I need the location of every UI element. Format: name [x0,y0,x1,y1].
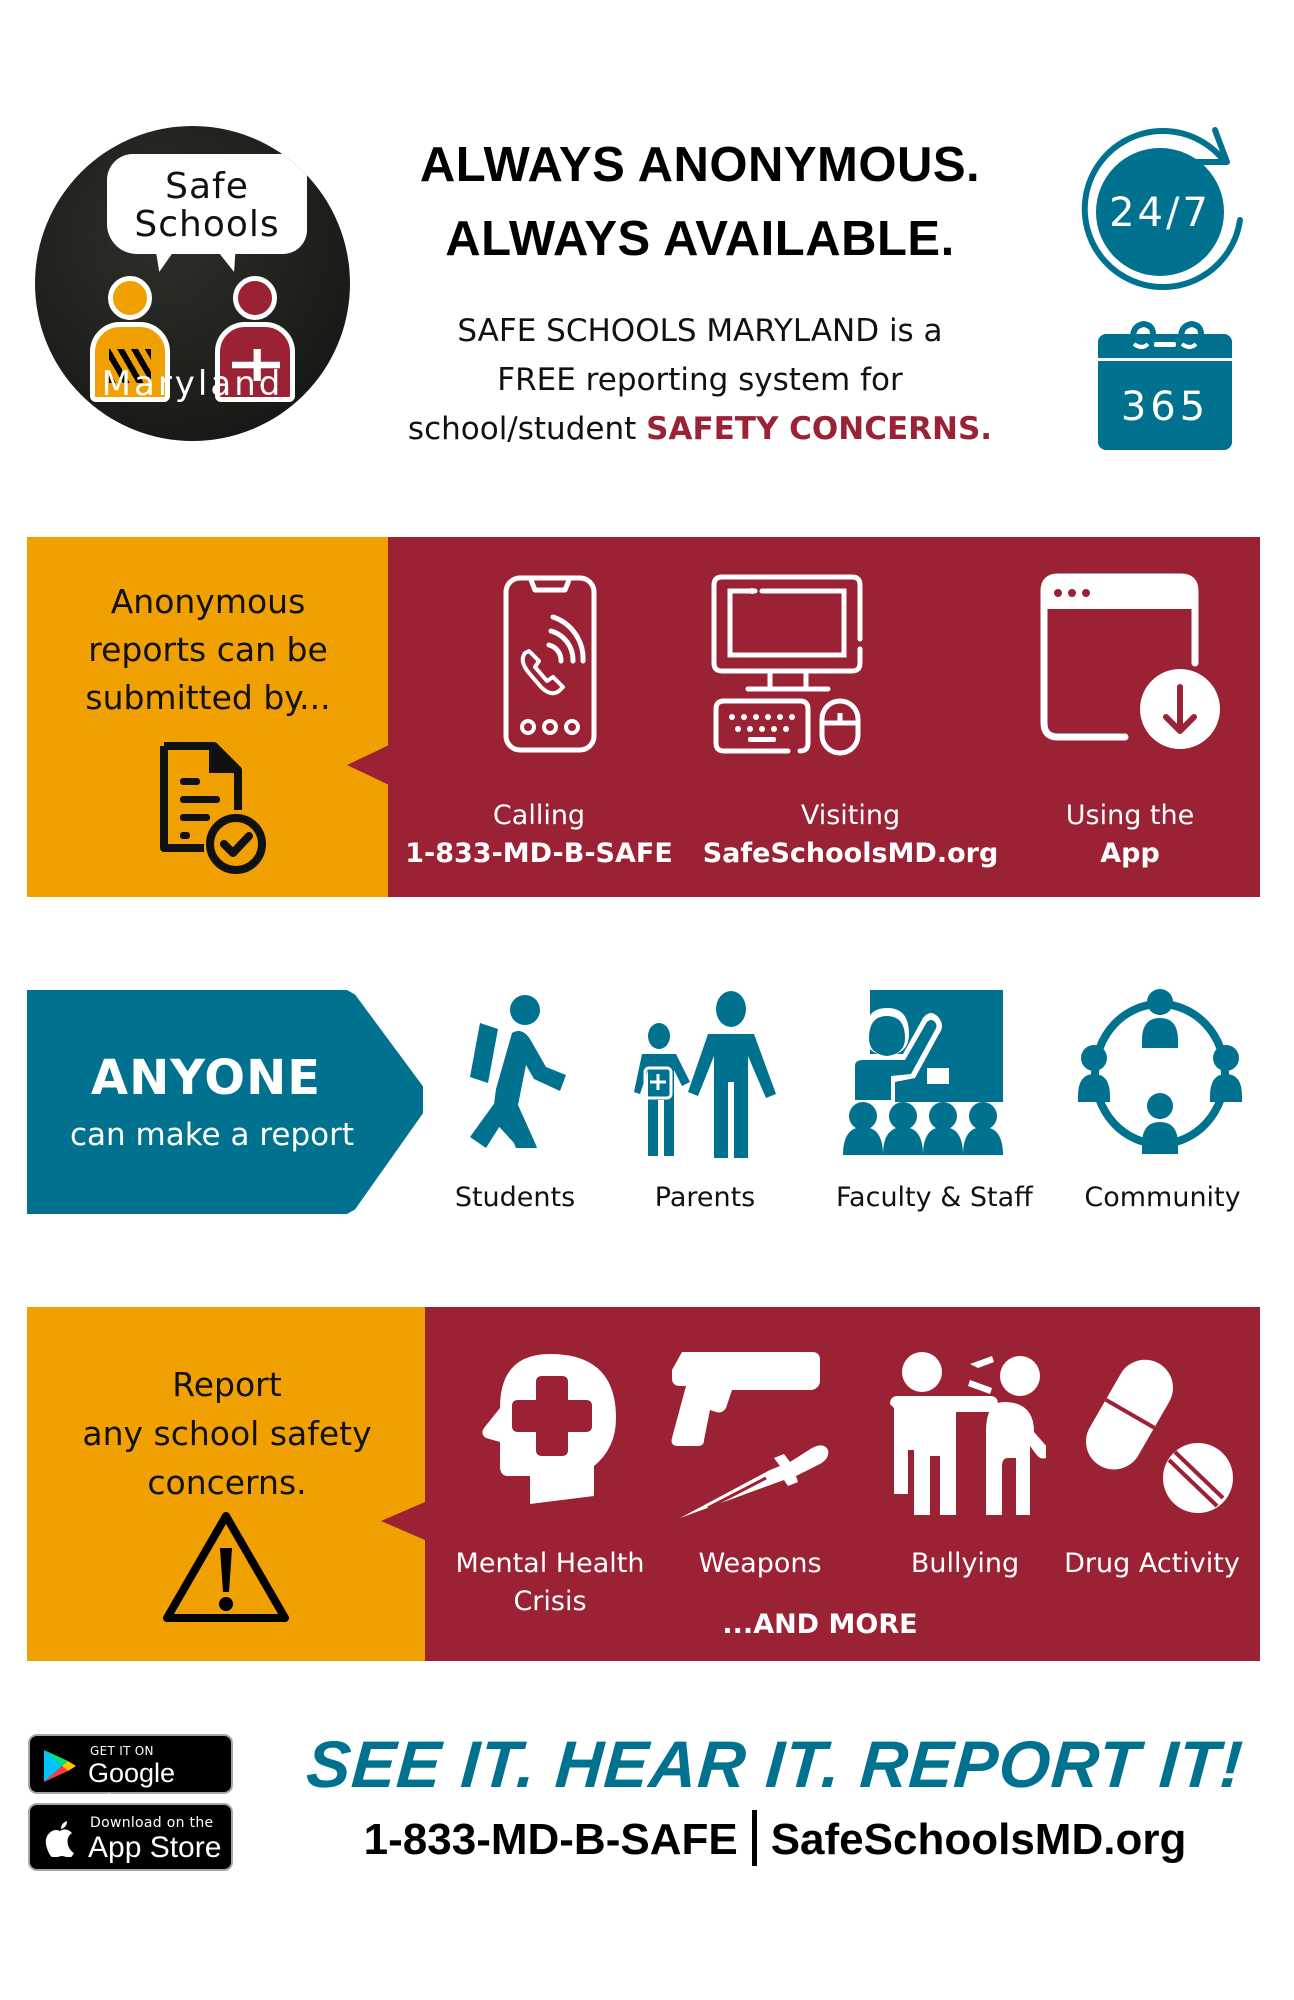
google-play-icon [42,1748,78,1784]
teacher-classroom-icon [843,990,1008,1155]
method-website[interactable]: Visiting SafeSchoolsMD.org [688,797,1013,873]
phone-number-link[interactable]: 1-833-MD-B-SAFE [405,838,673,869]
group-community: Community [1084,1182,1241,1213]
app-download-icon[interactable] [1040,573,1220,753]
speech-bubble-icon [107,154,307,254]
logo-text-maryland: Maryland [101,364,284,404]
calendar-365-icon [1098,320,1232,450]
mental-health-head-icon [480,1350,620,1505]
community-circle-icon [1078,988,1243,1158]
concerns-title: Report any school safety concerns. [82,1365,372,1502]
safety-concerns-highlight: SAFETY CONCERNS. [646,411,993,447]
headline [370,128,1030,276]
website-link[interactable]: SafeSchoolsMD.org [702,838,999,869]
headline-line-2: ALWAYS AVAILABLE. [445,212,955,266]
submit-title: Anonymous reports can be submitted by... [85,582,331,717]
concern-weapons: Weapons [698,1548,822,1579]
bullying-icon [886,1350,1046,1515]
method-call[interactable]: Calling 1-833-MD-B-SAFE [398,797,680,873]
concern-drug-activity: Drug Activity [1064,1548,1240,1579]
clock-24-7-icon [1075,120,1250,295]
google-play-badge[interactable]: GET IT ON Google [28,1734,233,1794]
app-store-badge[interactable]: Download on the App Store [28,1803,233,1871]
contact-line [280,1810,1270,1870]
intro-text: SAFE SCHOOLS MARYLAND is a FREE reporting system for school/student SAFETY CONCERNS. [407,313,993,447]
and-more-label: ...AND MORE [722,1609,918,1640]
method-app[interactable]: Using the App [1065,800,1195,869]
group-students: Students [454,1182,576,1213]
slogan: SEE IT. HEAR IT. REPORT IT! [304,1727,1246,1801]
divider [752,1810,757,1866]
document-check-icon [158,740,268,875]
logo-text-schools: Schools [134,204,280,245]
svg-text:365: 365 [1120,384,1210,430]
footer-website-link[interactable]: SafeSchoolsMD.org [770,1815,1187,1864]
group-parents: Parents [654,1182,756,1213]
anyone-subline: can make a report [69,1117,355,1153]
concern-mental-health: Mental Health Crisis [455,1548,645,1617]
panel-pointer [381,1502,425,1540]
weapons-gun-knife-icon [668,1350,838,1520]
drug-pills-icon [1083,1350,1233,1515]
concern-bullying: Bullying [910,1548,1020,1579]
group-faculty-staff: Faculty & Staff [836,1182,1033,1213]
logo-text-safe: Safe [165,166,249,207]
desktop-computer-icon[interactable] [710,573,865,763]
warning-triangle-icon [161,1510,291,1625]
student-walking-icon [462,993,567,1148]
footer-phone-link[interactable]: 1-833-MD-B-SAFE [363,1815,738,1864]
panel-pointer [347,745,389,785]
svg-text:24/7: 24/7 [1109,190,1211,236]
headline-line-1: ALWAYS ANONYMOUS. [419,138,981,192]
phone-call-icon[interactable] [503,575,597,753]
safe-schools-maryland-logo [35,126,350,441]
anyone-headline: ANYONE [90,1050,322,1106]
apple-icon [44,1821,76,1857]
parent-child-icon [628,990,778,1160]
